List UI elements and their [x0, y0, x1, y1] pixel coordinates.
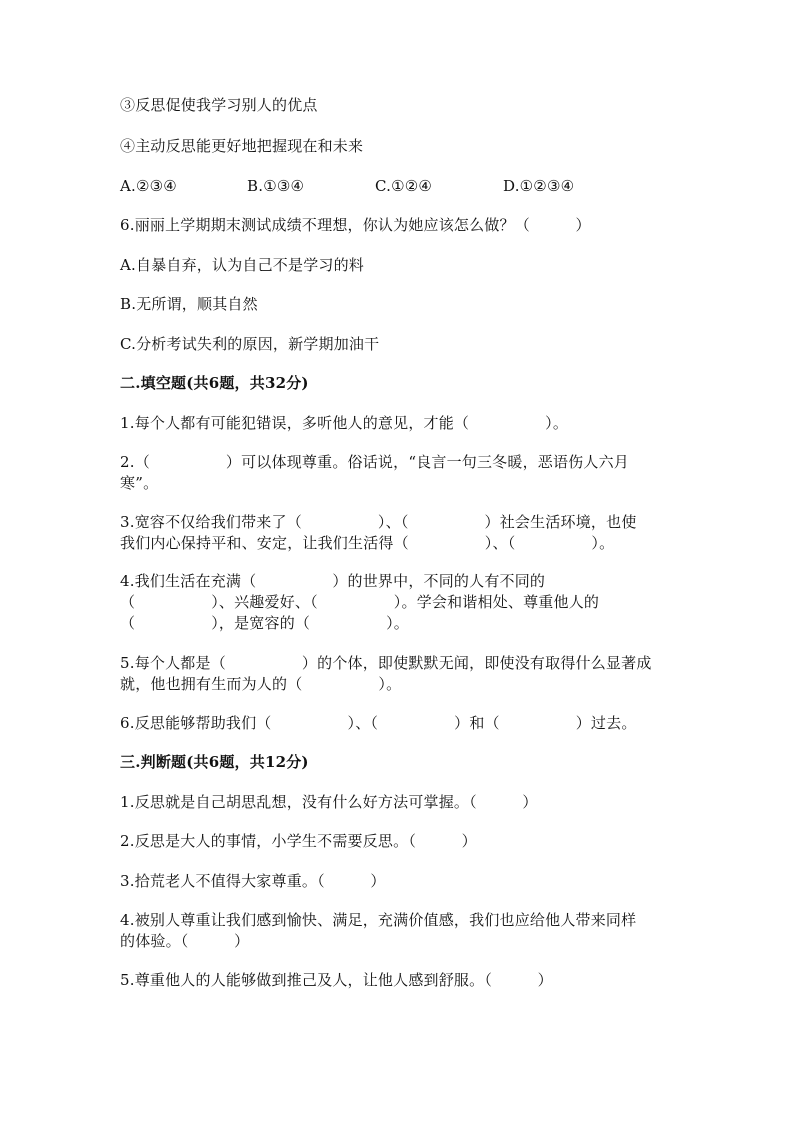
judge-q3: 3.拾荒老人不值得大家尊重。（ ） — [120, 872, 386, 890]
fill-q4-line1: 4.我们生活在充满（ ）的世界中，不同的人有不同的 — [120, 572, 546, 590]
q5-statement-3: ③反思促使我学习别人的优点 — [120, 96, 318, 114]
fill-q5-line1: 5.每个人都是（ ）的个体，即使默默无闻，即使没有取得什么显著成 — [120, 654, 652, 672]
judge-q4-line2: 的体验。（ ） — [120, 932, 250, 950]
q5-option-d: D.①②③④ — [503, 177, 575, 195]
fill-q3-line2: 我们内心保持平和、安定，让我们生活得（ ）、（ ）。 — [120, 534, 615, 552]
judge-q5: 5.尊重他人的人能够做到推己及人，让他人感到舒服。（ ） — [120, 971, 553, 989]
fill-q1: 1.每个人都有可能犯错误，多听他人的意见，才能（ ）。 — [120, 414, 569, 432]
q5-option-b: B.①③④ — [247, 177, 305, 195]
q6-option-a: A.自暴自弃，认为自己不是学习的料 — [120, 256, 365, 274]
judge-q1: 1.反思就是自己胡思乱想，没有什么好方法可掌握。（ ） — [120, 793, 538, 811]
q5-option-a: A.②③④ — [120, 177, 177, 195]
q6-question: 6.丽丽上学期期末测试成绩不理想，你认为她应该怎么做？（ ） — [120, 216, 591, 234]
q5-statement-4: ④主动反思能更好地把握现在和未来 — [120, 137, 364, 155]
q6-option-b: B.无所谓，顺其自然 — [120, 295, 258, 313]
fill-q6: 6.反思能够帮助我们（ ）、（ ）和（ ）过去。 — [120, 714, 637, 732]
fill-q5-line2: 就，他也拥有生而为人的（ ）。 — [120, 675, 402, 693]
judge-q4-line1: 4.被别人尊重让我们感到愉快、满足，充满价值感，我们也应给他人带来同样 — [120, 911, 637, 929]
fill-q3-line1: 3.宽容不仅给我们带来了（ ）、（ ）社会生活环境，也使 — [120, 513, 637, 531]
fill-q2-line2: 寒”。 — [120, 474, 159, 492]
fill-q4-line3: （ ），是宽容的（ ）。 — [120, 614, 410, 632]
q6-option-c: C.分析考试失利的原因，新学期加油干 — [120, 335, 380, 353]
fill-q2-line1: 2.（ ）可以体现尊重。俗话说，“良言一句三冬暖，恶语伤人六月 — [120, 453, 629, 471]
judge-section-heading: 三.判断题(共6题，共12分) — [120, 753, 309, 771]
q5-option-c: C.①②④ — [375, 177, 433, 195]
judge-q2: 2.反思是大人的事情，小学生不需要反思。（ ） — [120, 832, 477, 850]
fill-q4-line2: （ ）、兴趣爱好、（ ）。学会和谐相处、尊重他人的 — [120, 593, 600, 611]
fill-section-heading: 二.填空题(共6题，共32分) — [120, 374, 309, 392]
